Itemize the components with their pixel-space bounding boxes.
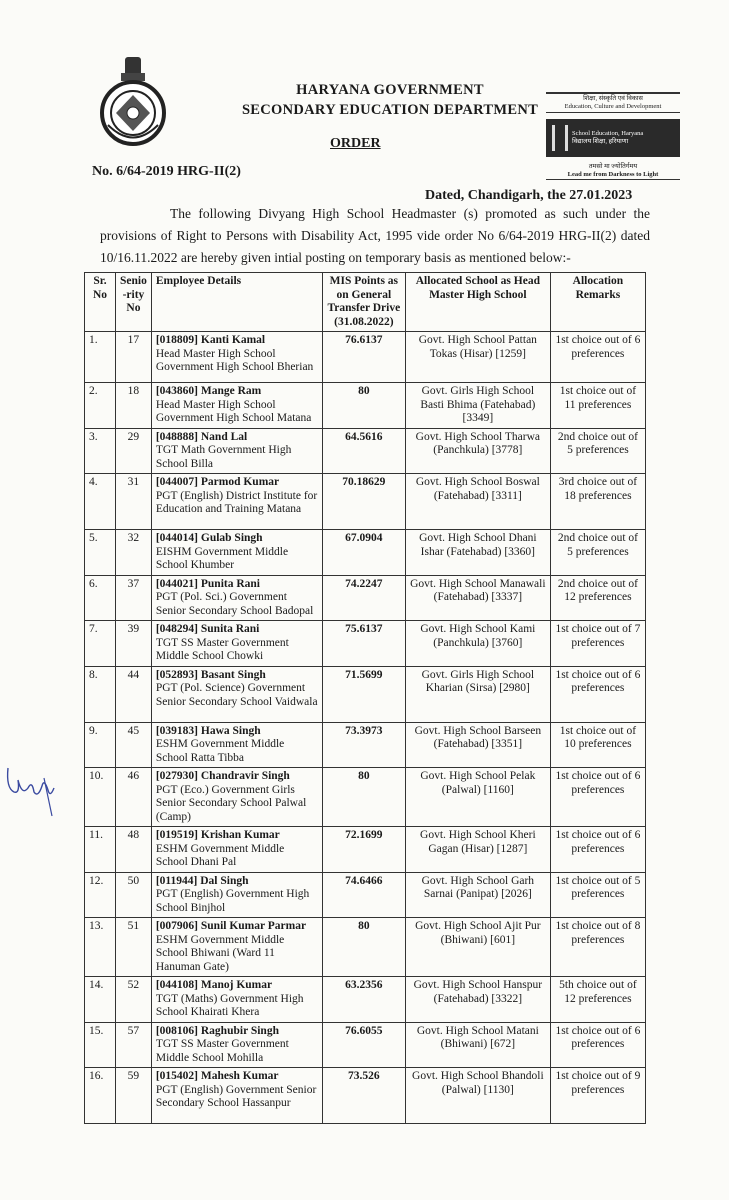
employee-id-name: [048294] Sunita Rani	[155, 623, 260, 635]
cell-allocation-remarks: 1st choice out of 9 preferences	[550, 1068, 645, 1124]
department-header	[230, 80, 550, 120]
cell-mis-points: 76.6137	[322, 332, 405, 383]
col-header-employee: Employee Details	[151, 273, 322, 332]
cell-employee-details	[151, 383, 322, 429]
employee-designation: ESHM Government Middle School Ratta Tibba	[155, 738, 285, 764]
cell-allocated-school: Govt. High School Tharwa (Panchkula) [3778]	[405, 428, 550, 474]
employee-id-name: [039183] Hawa Singh	[155, 724, 261, 737]
employee-designation: PGT (English) Government Senior Secondary School Hassanpur	[155, 1083, 317, 1109]
order-date: Dated, Chandigarh, the 27.01.2023	[425, 188, 633, 203]
employee-designation: PGT (Eco.) Government Girls Senior Secondary School Palwal (Camp)	[155, 783, 307, 823]
table-row	[85, 768, 646, 827]
cell-allocation-remarks: 1st choice out of 6 preferences	[550, 768, 645, 827]
employee-designation: Head Master High School Government High School Matana	[155, 398, 312, 424]
cell-allocation-remarks: 1st choice out of 10 preferences	[550, 722, 645, 768]
cell-allocation-remarks: 1st choice out of 6 preferences	[550, 827, 645, 873]
cell-allocated-school: Govt. High School Boswal (Fatehabad) [3311]	[405, 474, 550, 530]
cell-allocation-remarks: 1st choice out of 8 preferences	[550, 918, 645, 977]
cell-mis-points: 72.1699	[322, 827, 405, 873]
cell-employee-details	[151, 977, 322, 1023]
logo-bottom	[546, 163, 680, 180]
cell-mis-points: 64.5616	[322, 428, 405, 474]
cell-mis-points: 63.2356	[322, 977, 405, 1023]
posting-table	[84, 272, 646, 1124]
employee-id-name: [044014] Gulab Singh	[155, 532, 263, 544]
cell-allocation-remarks: 1st choice out of 6 preferences	[550, 1022, 645, 1068]
cell-mis-points: 74.6466	[322, 872, 405, 918]
cell-allocated-school: Govt. High School Pelak (Palwal) [1160]	[405, 768, 550, 827]
cell-seniority: 29	[116, 428, 152, 474]
logo-top-hindi: शिक्षा, संस्कृति एवं विकास	[583, 95, 643, 102]
cell-allocation-remarks: 2nd choice out of 5 preferences	[550, 530, 645, 576]
cell-sr-no: 7.	[85, 621, 116, 667]
cell-employee-details	[151, 768, 322, 827]
cell-mis-points: 73.526	[322, 1068, 405, 1124]
cell-mis-points: 80	[322, 918, 405, 977]
cell-sr-no: 8.	[85, 666, 116, 722]
cell-sr-no: 6.	[85, 575, 116, 621]
employee-id-name: [015402] Mahesh Kumar	[155, 1070, 279, 1082]
order-paragraph	[100, 203, 650, 269]
cell-allocated-school: Govt. High School Dhani Ishar (Fatehabad) [3360]	[405, 530, 550, 576]
employee-id-name: [018809] Kanti Kamal	[155, 334, 266, 346]
cell-allocated-school: Govt. High School Matani (Bhiwani) [672]	[405, 1022, 550, 1068]
employee-designation: TGT SS Master Government Middle School Chowki	[155, 636, 289, 662]
table-header-row	[85, 273, 646, 332]
table-row	[85, 1068, 646, 1124]
table-row	[85, 428, 646, 474]
cell-employee-details	[151, 827, 322, 873]
cell-allocated-school: Govt. High School Hanspur (Fatehabad) [3322]	[405, 977, 550, 1023]
cell-employee-details	[151, 1068, 322, 1124]
employee-id-name: [008106] Raghubir Singh	[155, 1024, 279, 1037]
employee-designation: PGT (English) Government High School Binjhol	[155, 888, 310, 914]
cell-seniority: 48	[116, 827, 152, 873]
cell-mis-points: 75.6137	[322, 621, 405, 667]
cell-employee-details	[151, 575, 322, 621]
order-heading: ORDER	[330, 136, 381, 151]
cell-mis-points: 80	[322, 768, 405, 827]
cell-allocation-remarks: 1st choice out of 6 preferences	[550, 666, 645, 722]
cell-sr-no: 5.	[85, 530, 116, 576]
cell-sr-no: 14.	[85, 977, 116, 1023]
employee-id-name: [044108] Manoj Kumar	[155, 979, 273, 991]
employee-id-name: [044007] Parmod Kumar	[155, 476, 280, 488]
cell-seniority: 46	[116, 768, 152, 827]
logo-bars-icon	[552, 125, 568, 151]
cell-seniority: 50	[116, 872, 152, 918]
cell-seniority: 44	[116, 666, 152, 722]
cell-allocation-remarks: 1st choice out of 5 preferences	[550, 872, 645, 918]
cell-sr-no: 9.	[85, 722, 116, 768]
cell-seniority: 31	[116, 474, 152, 530]
cell-allocated-school: Govt. High School Barseen (Fatehabad) [3351]	[405, 722, 550, 768]
cell-sr-no: 2.	[85, 383, 116, 429]
cell-allocated-school: Govt. Girls High School Basti Bhima (Fatehabad) [3349]	[405, 383, 550, 429]
cell-allocation-remarks: 5th choice out of 12 preferences	[550, 977, 645, 1023]
cell-sr-no: 1.	[85, 332, 116, 383]
cell-employee-details	[151, 332, 322, 383]
employee-designation: TGT (Maths) Government High School Khairati Khera	[155, 992, 304, 1018]
cell-employee-details	[151, 428, 322, 474]
cell-seniority: 45	[116, 722, 152, 768]
cell-sr-no: 12.	[85, 872, 116, 918]
employee-designation: Head Master High School Government High School Bherian	[155, 347, 314, 373]
col-header-sr: Sr. No	[85, 273, 116, 332]
cell-seniority: 52	[116, 977, 152, 1023]
cell-mis-points: 73.3973	[322, 722, 405, 768]
header-line-1: HARYANA GOVERNMENT	[296, 82, 484, 98]
employee-designation: PGT (Pol. Science) Government Senior Secondary School Vaidwala	[155, 682, 318, 708]
cell-sr-no: 11.	[85, 827, 116, 873]
employee-designation: TGT SS Master Government Middle School Mohilla	[155, 1038, 289, 1064]
cell-employee-details	[151, 666, 322, 722]
employee-designation: TGT Math Government High School Billa	[155, 444, 292, 470]
table-row	[85, 872, 646, 918]
order-number: No. 6/64-2019 HRG-II(2)	[92, 164, 241, 179]
table-row	[85, 332, 646, 383]
logo-mid-english: School Education, Haryana	[572, 130, 644, 137]
employee-id-name: [027930] Chandravir Singh	[155, 770, 290, 782]
cell-mis-points: 74.2247	[322, 575, 405, 621]
employee-id-name: [044021] Punita Rani	[155, 577, 260, 590]
cell-sr-no: 16.	[85, 1068, 116, 1124]
table-row	[85, 575, 646, 621]
table-row	[85, 530, 646, 576]
cell-allocation-remarks: 2nd choice out of 5 preferences	[550, 428, 645, 474]
cell-allocation-remarks: 1st choice out of 6 preferences	[550, 332, 645, 383]
table-row	[85, 621, 646, 667]
cell-employee-details	[151, 474, 322, 530]
cell-allocated-school: Govt. Girls High School Kharian (Sirsa) [2980]	[405, 666, 550, 722]
cell-allocation-remarks: 1st choice out of 7 preferences	[550, 621, 645, 667]
haryana-emblem-icon	[94, 55, 172, 147]
cell-allocated-school: Govt. High School Kheri Gagan (Hisar) [1287]	[405, 827, 550, 873]
cell-seniority: 17	[116, 332, 152, 383]
table-row	[85, 383, 646, 429]
employee-id-name: [007906] Sunil Kumar Parmar	[155, 920, 307, 932]
cell-seniority: 32	[116, 530, 152, 576]
school-education-logo	[546, 92, 680, 184]
employee-id-name: [043860] Mange Ram	[155, 385, 262, 397]
cell-allocated-school: Govt. High School Pattan Tokas (Hisar) [1259]	[405, 332, 550, 383]
cell-seniority: 18	[116, 383, 152, 429]
logo-top-english: Education, Culture and Development	[564, 103, 662, 110]
cell-allocation-remarks: 3rd choice out of 18 preferences	[550, 474, 645, 530]
col-header-seniority: Senio -rity No	[116, 273, 152, 332]
employee-designation: EISHM Government Middle School Khumber	[155, 545, 289, 571]
logo-mid-hindi: विद्यालय शिक्षा, हरियाणा	[572, 138, 629, 145]
employee-designation: PGT (Pol. Sci.) Government Senior Secondary School Badopal	[155, 591, 314, 617]
logo-middle-band	[546, 119, 680, 157]
table-row	[85, 977, 646, 1023]
cell-employee-details	[151, 918, 322, 977]
cell-sr-no: 13.	[85, 918, 116, 977]
employee-id-name: [011944] Dal Singh	[155, 874, 249, 887]
cell-employee-details	[151, 530, 322, 576]
logo-top	[546, 92, 680, 113]
cell-allocation-remarks: 1st choice out of 11 preferences	[550, 383, 645, 429]
table-row	[85, 722, 646, 768]
order-paragraph-text: The following Divyang High School Headmaster (s) promoted as such under the provisions of Right to Persons with Disability Act, 1995 vide order No 6/64-2019 HRG-II(2) dated 10/16.11.2022 are hereby given intial posting on temporary basis as mentioned below:-	[100, 206, 650, 265]
cell-seniority: 39	[116, 621, 152, 667]
cell-mis-points: 80	[322, 383, 405, 429]
table-row	[85, 827, 646, 873]
col-header-points: MIS Points as on General Transfer Drive (31.08.2022)	[322, 273, 405, 332]
cell-allocation-remarks: 2nd choice out of 12 preferences	[550, 575, 645, 621]
header-line-2: SECONDARY EDUCATION DEPARTMENT	[241, 102, 539, 118]
table-row	[85, 666, 646, 722]
cell-allocated-school: Govt. High School Manawali (Fatehabad) [3337]	[405, 575, 550, 621]
employee-id-name: [052893] Basant Singh	[155, 668, 266, 681]
cell-sr-no: 4.	[85, 474, 116, 530]
table-row	[85, 918, 646, 977]
cell-sr-no: 3.	[85, 428, 116, 474]
employee-designation: PGT (English) District Institute for Education and Training Matana	[155, 489, 318, 515]
cell-mis-points: 67.0904	[322, 530, 405, 576]
employee-designation: ESHM Government Middle School Bhiwani (Ward 11 Hanuman Gate)	[155, 933, 285, 973]
cell-mis-points: 76.6055	[322, 1022, 405, 1068]
table-row	[85, 1022, 646, 1068]
handwritten-signature	[4, 758, 58, 818]
col-header-school: Allocated School as Head Master High School	[405, 273, 550, 332]
cell-sr-no: 15.	[85, 1022, 116, 1068]
employee-id-name: [019519] Krishan Kumar	[155, 829, 280, 841]
cell-mis-points: 71.5699	[322, 666, 405, 722]
cell-seniority: 59	[116, 1068, 152, 1124]
cell-sr-no: 10.	[85, 768, 116, 827]
cell-allocated-school: Govt. High School Kami (Panchkula) [3760]	[405, 621, 550, 667]
cell-allocated-school: Govt. High School Garh Sarnai (Panipat) [2026]	[405, 872, 550, 918]
logo-bottom-english: Lead me from Darkness to Light	[567, 171, 659, 178]
cell-allocated-school: Govt. High School Bhandoli (Palwal) [1130]	[405, 1068, 550, 1124]
cell-employee-details	[151, 872, 322, 918]
cell-seniority: 37	[116, 575, 152, 621]
cell-employee-details	[151, 1022, 322, 1068]
cell-allocated-school: Govt. High School Ajit Pur (Bhiwani) [601]	[405, 918, 550, 977]
table-row	[85, 474, 646, 530]
cell-employee-details	[151, 621, 322, 667]
cell-seniority: 57	[116, 1022, 152, 1068]
logo-bottom-hindi: तमसो मा ज्योतिर्गमय	[588, 163, 638, 170]
cell-seniority: 51	[116, 918, 152, 977]
col-header-remarks: Allocation Remarks	[550, 273, 645, 332]
cell-mis-points: 70.18629	[322, 474, 405, 530]
cell-employee-details	[151, 722, 322, 768]
employee-designation: ESHM Government Middle School Dhani Pal	[155, 842, 285, 868]
employee-id-name: [048888] Nand Lal	[155, 430, 248, 443]
